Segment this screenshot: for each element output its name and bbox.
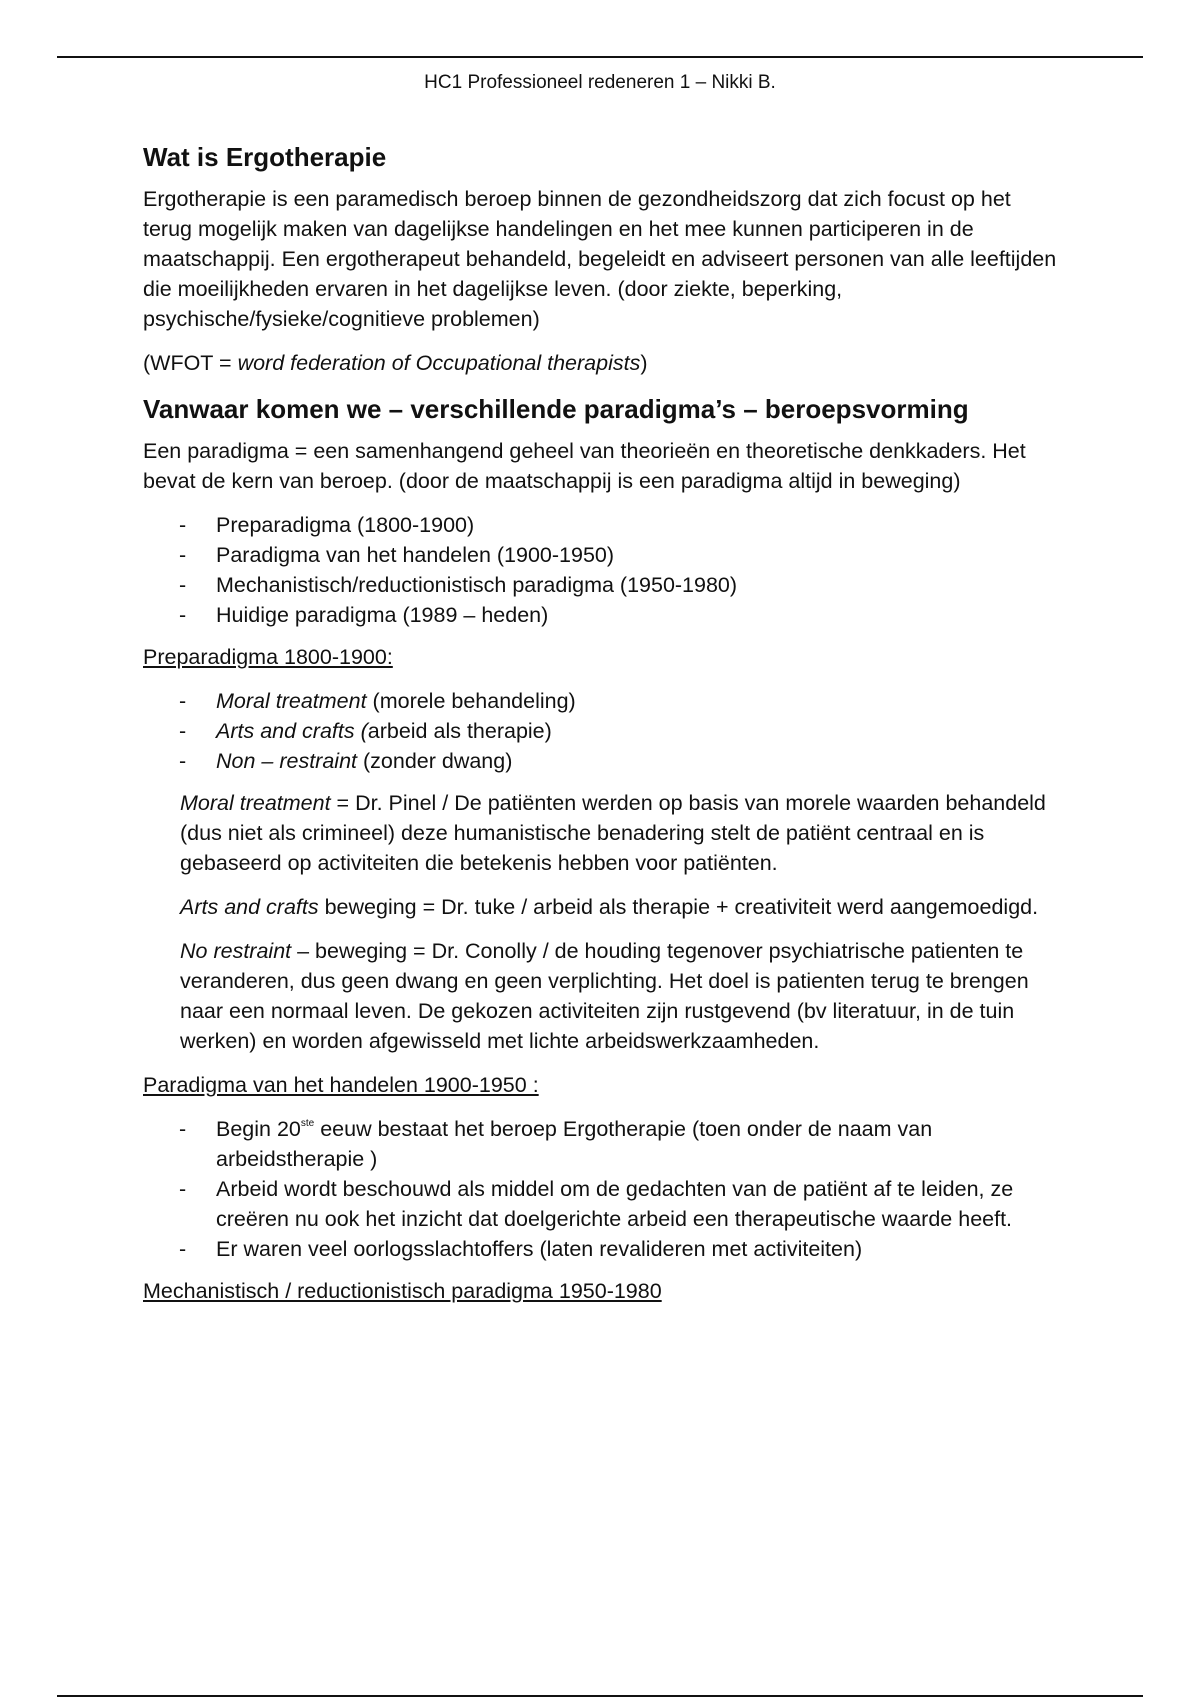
wfot-line: (WFOT = word federation of Occupational therapists) <box>143 351 648 375</box>
arts-crafts-paragraph: Arts and crafts beweging = Dr. tuke / arbeid als therapie + creativiteit werd aangemoedigd. <box>180 895 1039 919</box>
handelen-heading: Paradigma van het handelen 1900-1950 : <box>143 1073 539 1097</box>
document-body <box>143 140 1063 1320</box>
list-item: - Begin 20ste eeuw bestaat het beroep Ergotherapie (toen onder de naam van arbeidstherapie ) <box>143 1114 1063 1174</box>
preparadigma-list <box>143 686 1063 776</box>
paradigma-paragraph: Een paradigma = een samenhangend geheel van theorieën en theoretische denkkaders. Het bevat de kern van beroep. (door de maatschappij is een paradigma altijd in beweging) <box>143 439 1026 493</box>
no-restraint-paragraph: No restraint – beweging = Dr. Conolly / de houding tegenover psychiatrische patienten te veranderen, dus geen dwang en geen verplichting. Het doel is patienten terug te brengen naar een normaal leven. De gekozen activiteiten zijn rustgevend (bv literatuur, in de tuin werken) en worden afgewisseld met lichte arbeidswerkzaamheden. <box>180 939 1029 1053</box>
list-item: - Non – restraint (zonder dwang) <box>143 746 1063 776</box>
footer-rule <box>57 1695 1143 1697</box>
mechanistisch-heading: Mechanistisch / reductionistisch paradigma 1950-1980 <box>143 1279 662 1303</box>
list-item: - Er waren veel oorlogsslachtoffers (laten revalideren met activiteiten) <box>143 1234 1063 1264</box>
section-title-ergotherapie: Wat is Ergotherapie <box>143 142 387 172</box>
list-item: - Paradigma van het handelen (1900-1950) <box>143 540 1063 570</box>
handelen-list <box>143 1114 1063 1264</box>
list-item: - Preparadigma (1800-1900) <box>143 510 1063 540</box>
moral-treatment-paragraph: Moral treatment = Dr. Pinel / De patiënten werden op basis van morele waarden behandeld (dus niet als crimineel) deze humanistische benadering stelt de patiënt centraal en is gebaseerd op activiteiten die betekenis hebben voor patiënten. <box>180 791 1046 875</box>
list-item: - Arts and crafts (arbeid als therapie) <box>143 716 1063 746</box>
list-item: - Arbeid wordt beschouwd als middel om de gedachten van de patiënt af te leiden, ze creëren nu ook het inzicht dat doelgerichte arbeid een therapeutische waarde heeft. <box>143 1174 1063 1234</box>
header-rule <box>57 56 1143 58</box>
ergotherapie-paragraph: Ergotherapie is een paramedisch beroep binnen de gezondheidszorg dat zich focust op het terug mogelijk maken van dagelijkse handelingen en het mee kunnen participeren in de maatschappij. Een ergotherapeut behandeld, begeleidt en adviseert personen van alle leeftijden die moeilijkheden ervaren in het dagelijkse leven. (door ziekte, beperking, psychische/fysieke/cognitieve problemen) <box>143 187 1057 331</box>
list-item: - Huidige paradigma (1989 – heden) <box>143 600 1063 630</box>
preparadigma-heading: Preparadigma 1800-1900: <box>143 645 393 669</box>
paradigma-list <box>143 510 1063 630</box>
list-item: - Mechanistisch/reductionistisch paradigma (1950-1980) <box>143 570 1063 600</box>
section-title-paradigmas: Vanwaar komen we – verschillende paradigma’s – beroepsvorming <box>143 394 969 424</box>
list-item: - Moral treatment (morele behandeling) <box>143 686 1063 716</box>
page-header: HC1 Professioneel redeneren 1 – Nikki B. <box>424 72 776 93</box>
